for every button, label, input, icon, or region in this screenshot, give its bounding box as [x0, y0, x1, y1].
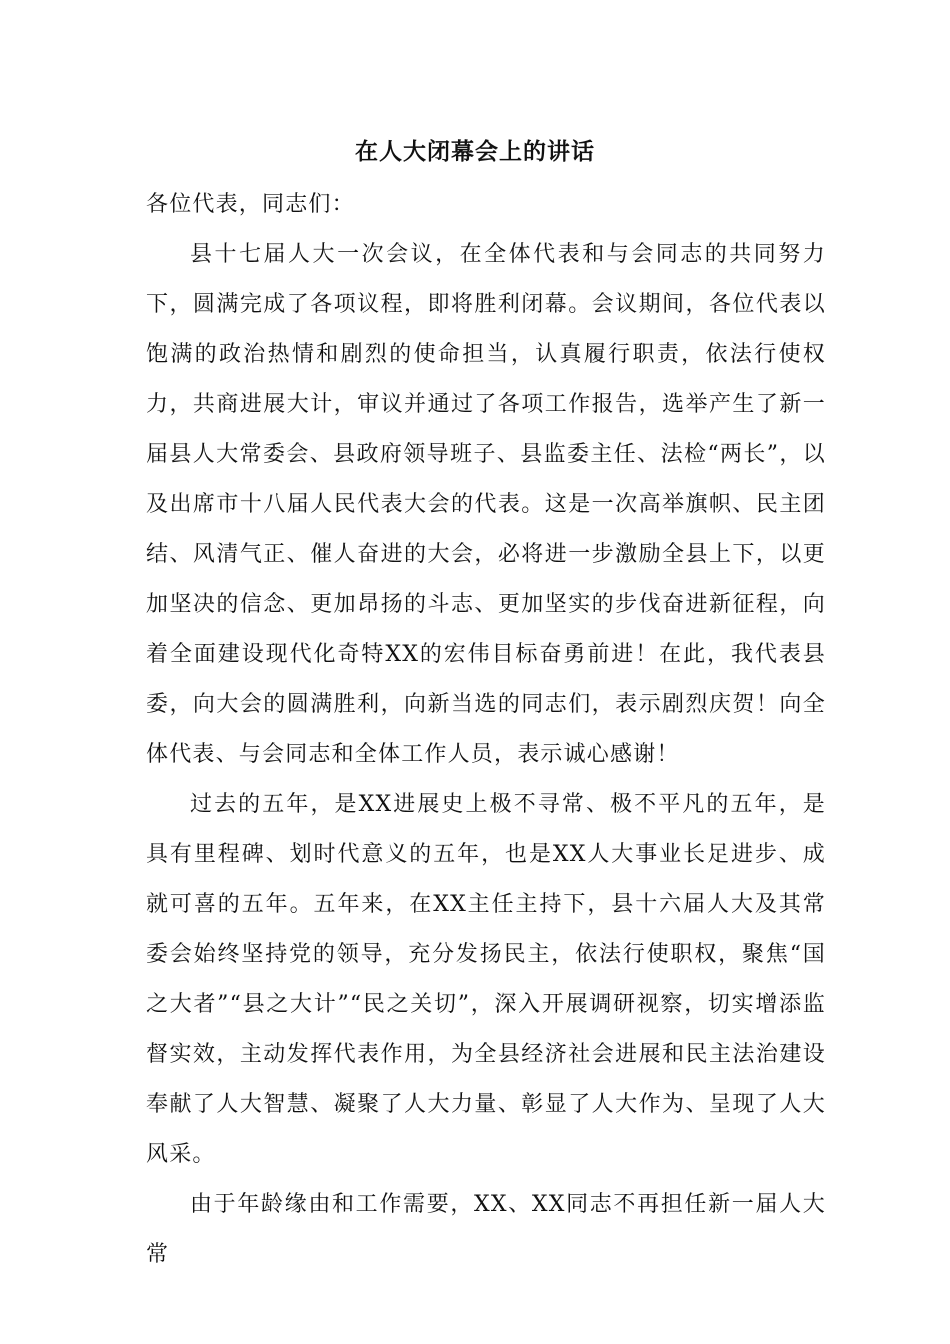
document-body: [146, 180, 826, 1280]
paragraph-3: 由于年龄缘由和工作需要，XX、XX同志不再担任新一届人大常: [146, 1192, 826, 1267]
salutation: 各位代表，同志们：: [146, 192, 355, 217]
paragraph-2: 过去的五年，是XX进展史上极不寻常、极不平凡的五年，是具有里程碑、划时代意义的五年，也是XX人大事业长足进步、成就可喜的五年。五年来，在XX主任主持下，县十六届人大及其常委会始终坚持党的领导，充分发扬民主，依法行使职权，聚焦“国之大者”“县之大计”“民之关切”，深入开展调研视察，切实增添监督实效，主动发挥代表作用，为全县经济社会进展和民主法治建设奉献了人大智慧、凝聚了人大力量、彰显了人大作为、呈现了人大风采。: [146, 792, 826, 1167]
paragraph-1: 县十七届人大一次会议，在全体代表和与会同志的共同努力下，圆满完成了各项议程，即将胜利闭幕。会议期间，各位代表以饱满的政治热情和剧烈的使命担当，认真履行职责，依法行使权力，共商进展大计，审议并通过了各项工作报告，选举产生了新一届县人大常委会、县政府领导班子、县监委主任、法检“两长”，以及出席市十八届人民代表大会的代表。这是一次高举旗帜、民主团结、风清气正、催人奋进的大会，必将进一步激励全县上下，以更加坚决的信念、更加昂扬的斗志、更加坚实的步伐奋进新征程，向着全面建设现代化奇特XX的宏伟目标奋勇前进！在此，我代表县委，向大会的圆满胜利，向新当选的同志们，表示剧烈庆贺！向全体代表、与会同志和全体工作人员，表示诚心感谢！: [146, 242, 826, 767]
document-title: 在人大闭幕会上的讲话: [355, 138, 595, 165]
